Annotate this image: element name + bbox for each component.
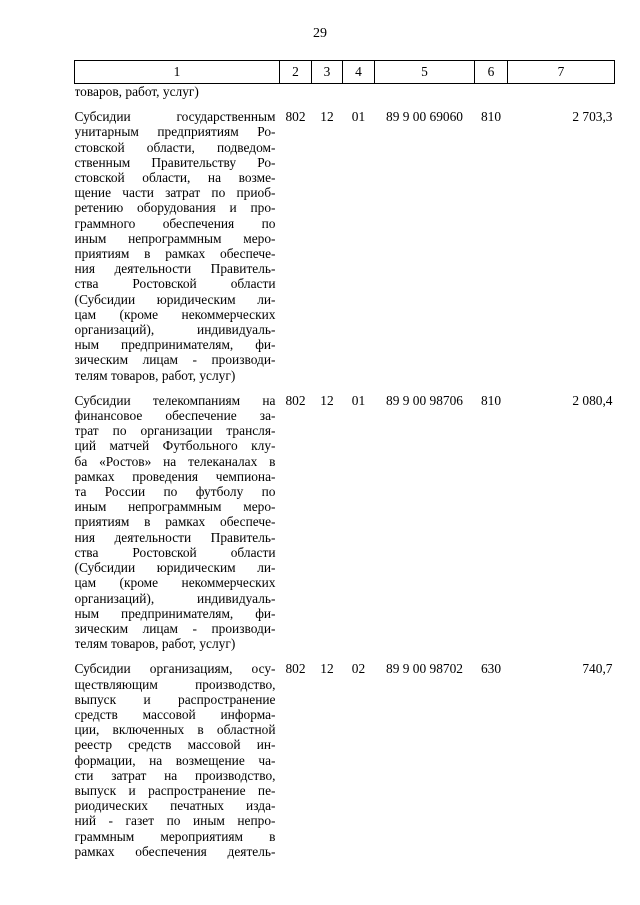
text-line: стовской области, на возме- — [74, 170, 276, 186]
text-line: ния деятельности Правитель- — [74, 529, 276, 545]
expense-type-code: 810 — [480, 392, 502, 408]
text-line: унитарным предприятиям Ро- — [74, 124, 276, 140]
text-line: щение части затрат по приоб- — [74, 185, 276, 201]
continuation-row — [75, 84, 615, 110]
column-header: 7 — [508, 61, 615, 84]
text-line: риодических печатных изда- — [74, 798, 276, 814]
row-description — [75, 393, 280, 661]
text-line: финансовое обеспечение за- — [74, 408, 276, 424]
text-line: приятиям в рамках обеспече- — [74, 246, 276, 262]
text-line: иным непрограммным меро- — [74, 499, 276, 515]
text-line: организаций), индивидуаль- — [74, 590, 276, 606]
text-line: средств массовой информа- — [74, 706, 276, 722]
column-header: 4 — [343, 61, 375, 84]
target-article-code: 89 9 00 98702 — [386, 661, 463, 677]
column-header: 1 — [75, 61, 280, 84]
text-line: формации, на возмещение ча- — [74, 752, 276, 768]
ministry-code: 802 — [285, 661, 306, 677]
text-line: телям товаров, работ, услуг) — [74, 636, 236, 652]
text-line: ба «Ростов» на телеканалах в — [74, 453, 276, 469]
text-line: Субсидии телекомпаниям на — [74, 392, 276, 408]
text-line: ций матчей Футбольного клу- — [74, 438, 276, 454]
text-line: реестр средств массовой ин- — [74, 737, 276, 753]
text-line: ществляющим производство, — [74, 676, 276, 692]
text-line: телям товаров, работ, услуг) — [74, 367, 236, 383]
section-code: 12 — [320, 661, 334, 677]
subsection-code: 01 — [351, 392, 366, 408]
section-code: 12 — [320, 109, 334, 125]
text-line: та России по футболу по — [74, 484, 276, 500]
text-line: ственным Правительству Ро- — [74, 154, 276, 170]
table-row — [75, 109, 615, 393]
text-line: рамках обеспечения деятель- — [74, 843, 276, 859]
text-line: (Субсидии юридическим ли- — [74, 291, 276, 307]
page-number: 29 — [313, 26, 327, 41]
text-line: Субсидии организациям, осу- — [74, 661, 276, 677]
text-line: сти затрат на производство, — [74, 767, 276, 783]
text-line: выпуск и распространение пе- — [74, 782, 276, 798]
text-line: трат по организации трансля- — [74, 423, 276, 439]
column-header: 2 — [280, 61, 312, 84]
expense-type-code: 630 — [480, 661, 502, 677]
text-line: зическим лицам - производи- — [74, 352, 276, 368]
text-line: цам (кроме некоммерческих — [74, 575, 276, 591]
text-line: ции, включенных в областной — [74, 722, 276, 738]
column-header: 6 — [475, 61, 508, 84]
target-article-code: 89 9 00 98706 — [386, 392, 463, 408]
text-line: организаций), индивидуаль- — [74, 322, 276, 338]
subsection-code: 01 — [351, 109, 366, 125]
text-line: стовской области, подведом- — [74, 139, 276, 155]
text-line: ний - газет по иным непро- — [74, 813, 276, 829]
text-line: ретению оборудования и про- — [74, 200, 276, 216]
ministry-code: 802 — [285, 392, 306, 408]
text-line: зическим лицам - производи- — [74, 620, 276, 636]
amount: 2 080,4 — [572, 392, 613, 408]
text-line: (Субсидии юридическим ли- — [74, 560, 276, 576]
text-line: ства Ростовской области — [74, 276, 276, 292]
expense-type-code: 810 — [480, 109, 502, 125]
text-line: рамках проведения чемпиона- — [74, 468, 276, 484]
table-row — [75, 393, 615, 661]
text-line: граммного обеспечения по — [74, 215, 276, 231]
text-line: выпуск и распространение — [74, 691, 276, 707]
ministry-code: 802 — [285, 109, 306, 125]
text-line: Субсидии государственным — [74, 109, 276, 125]
amount: 740,7 — [582, 661, 613, 677]
amount: 2 703,3 — [572, 109, 613, 125]
text-line: граммным мероприятиям в — [74, 828, 276, 844]
text-line: ным предпринимателям, фи- — [74, 605, 276, 621]
column-header: 3 — [312, 61, 343, 84]
text-line: ния деятельности Правитель- — [74, 261, 276, 277]
column-header: 5 — [375, 61, 475, 84]
continuation-text — [75, 84, 280, 110]
budget-table — [74, 60, 615, 869]
subsection-code: 02 — [351, 661, 366, 677]
table-row — [75, 661, 615, 869]
text-line: ства Ростовской области — [74, 544, 276, 560]
text-line: цам (кроме некоммерческих — [74, 306, 276, 322]
row-description — [75, 661, 280, 869]
target-article-code: 89 9 00 69060 — [386, 109, 463, 125]
text-line: иным непрограммным меро- — [74, 230, 276, 246]
text-line: товаров, работ, услуг) — [74, 84, 199, 99]
text-line: ным предпринимателям, фи- — [74, 337, 276, 353]
section-code: 12 — [320, 392, 334, 408]
text-line: приятиям в рамках обеспече- — [74, 514, 276, 530]
table-header-row — [75, 61, 615, 84]
row-description — [75, 109, 280, 393]
